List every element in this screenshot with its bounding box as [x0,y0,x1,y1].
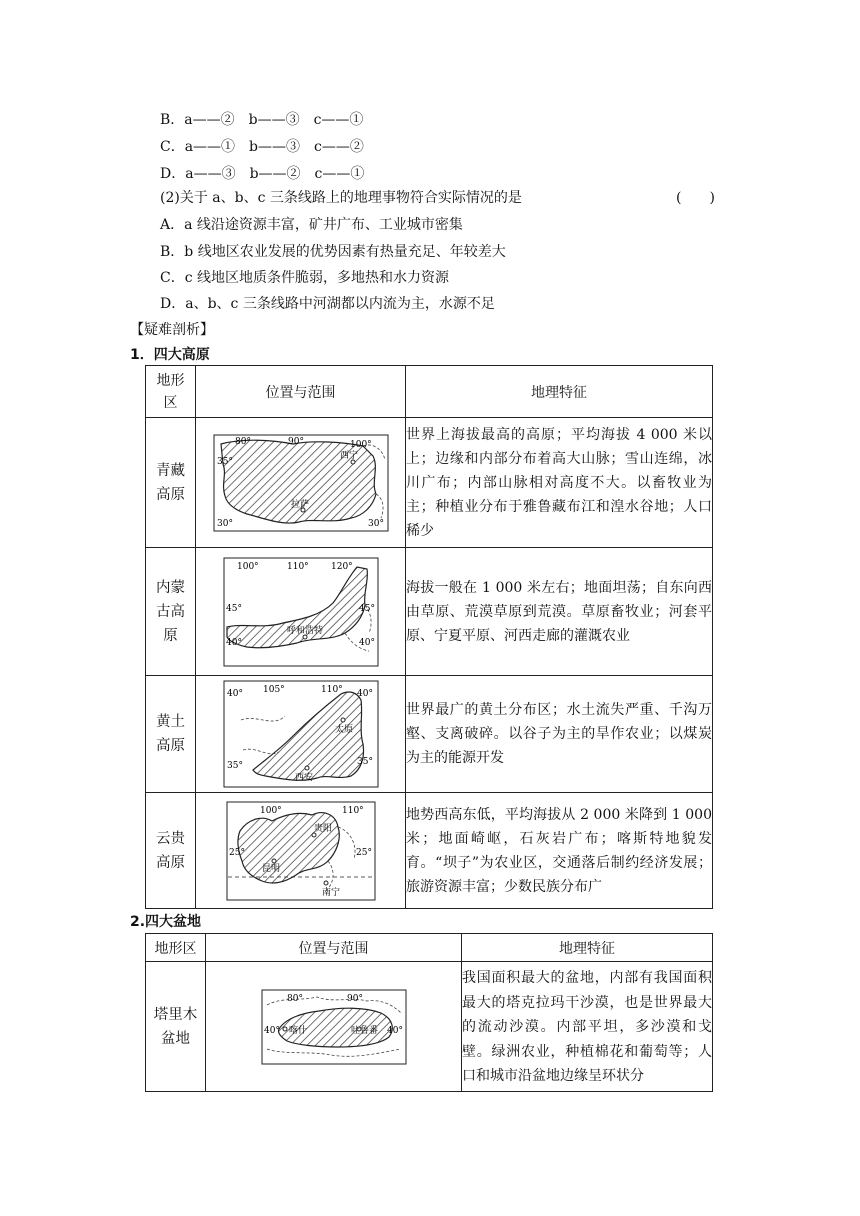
q1-option-b: B．a——② b——③ c——① [160,112,364,128]
basin-table [145,933,713,1092]
region-features: 世界上海拔最高的高原；平均海拔 4 000 米以上；边缘和内部分布着高大山脉；雪山连绵，冰川广布；内部山脉相对高度不大。以畜牧业为主；种植业分布于雅鲁藏布江和湟水谷地；人口稀少 [406,418,713,548]
region-features: 地势西高东低，平均海拔从 2 000 米降到 1 000 米；地面崎岖，石灰岩广布；喀斯特地貌发育。“坝子”为农业区，交通落后制约经济发展；旅游资源丰富；少数民族分布广 [406,793,713,909]
table-row [146,793,713,909]
lat-label: 45° [358,603,375,614]
table-header-row [146,366,713,418]
city-label: 昆明 [261,863,280,874]
city-label: 喀什 [288,1025,307,1036]
header-region: 地形区 [146,366,196,418]
city-label: 太原 [334,725,353,735]
lon-label: 105° [262,685,285,695]
inner-mongolia-map [223,557,379,667]
city-label: 吐鲁番 [350,1025,378,1036]
lon-label: 120° [330,561,353,572]
table-header-row [146,934,713,962]
city-label: 南宁 [321,887,340,898]
lat-label: 30° [216,518,233,529]
lat-label: 35° [356,757,373,767]
lat-label: 40° [356,689,373,699]
lat-label: 40° [386,1025,403,1036]
q2-stem: (2)关于 a、b、c 三条线路上的地理事物符合实际情况的是 [160,190,522,206]
analysis-title: 【疑难剖析】 [130,322,214,338]
lon-label: 110° [320,685,343,695]
lat-label: 35° [226,761,243,771]
region-name: 塔里木盆地 [146,962,206,1092]
lon-label: 100° [259,805,282,816]
lat-label: 30° [367,518,384,529]
table-row [146,418,713,548]
region-name: 云贵高原 [146,793,196,909]
tarim-basin-map [261,989,407,1065]
city-label: 拉萨 [290,499,309,510]
lon-label: 100° [349,439,372,450]
city-label: 呼和浩特 [286,625,323,636]
q2-option-d: D．a、b、c 三条线路中河湖都以内流为主，水源不足 [160,296,495,312]
region-features: 世界最广的黄土分布区；水土流失严重、千沟万壑、支离破碎。以谷子为主的旱作农业；以煤炭为主的能源开发 [406,676,713,793]
q1-option-c: C．a——① b——③ c——② [160,139,364,155]
table-row [146,548,713,676]
q2-option-a: A．a 线沿途资源丰富，矿井广布、工业城市密集 [160,217,463,233]
q2-option-b: B．b 线地区农业发展的优势因素有热量充足、年较差大 [160,244,506,260]
q1-option-d: D．a——③ b——② c——① [160,166,365,182]
loess-plateau-map [223,680,379,788]
lat-label: 25° [228,847,245,858]
region-name: 内蒙古高原 [146,548,196,676]
region-features: 海拔一般在 1 000 米左右；地面坦荡；自东向西由草原、荒漠草原到荒漠。草原畜牧业；河套平原、宁夏平原、河西走廊的灌溉农业 [406,548,713,676]
header-location: 位置与范围 [196,366,406,418]
lat-label: 40° [263,1025,280,1036]
plateau-table [145,365,713,909]
lat-label: 40° [358,637,375,648]
lat-label: 25° [355,847,372,858]
lat-label: 40° [225,637,242,648]
lon-label: 110° [286,561,309,572]
region-name: 黄土高原 [146,676,196,793]
city-label: 西安 [294,773,313,783]
header-features: 地理特征 [462,934,713,962]
yunnan-guizhou-map [226,801,376,901]
lon-label: 110° [341,805,364,816]
city-label: 贵阳 [313,823,332,834]
section2-title: 2.四大盆地 [130,914,202,930]
header-location: 位置与范围 [206,934,462,962]
lon-label: 90° [346,993,363,1004]
qinghai-tibet-map [213,434,389,532]
region-name: 青藏高原 [146,418,196,548]
lat-label: 35° [216,456,233,467]
lon-label: 100° [236,561,259,572]
header-region: 地形区 [146,934,206,962]
header-features: 地理特征 [406,366,713,418]
table-row [146,962,713,1092]
location-map [196,418,406,548]
location-map [196,548,406,676]
lat-label: 45° [225,603,242,614]
location-map [196,793,406,909]
lon-label: 80° [234,436,251,447]
location-map [206,962,462,1092]
location-map [196,676,406,793]
region-features: 我国面积最大的盆地，内部有我国面积最大的塔克拉玛干沙漠，也是世界最大的流动沙漠。内部平坦，多沙漠和戈壁。绿洲农业，种植棉花和葡萄等；人口和城市沿盆地边缘呈环状分 [462,962,713,1092]
q2-option-c: C．c 线地区地质条件脆弱，多地热和水力资源 [160,270,450,286]
lon-label: 80° [286,993,303,1004]
q2-answer-paren: ( ) [676,190,715,206]
lon-label: 90° [287,436,304,447]
city-label: 西宁 [339,450,358,461]
lat-label: 40° [226,689,243,699]
section1-title: 1．四大高原 [130,347,210,363]
table-row [146,676,713,793]
